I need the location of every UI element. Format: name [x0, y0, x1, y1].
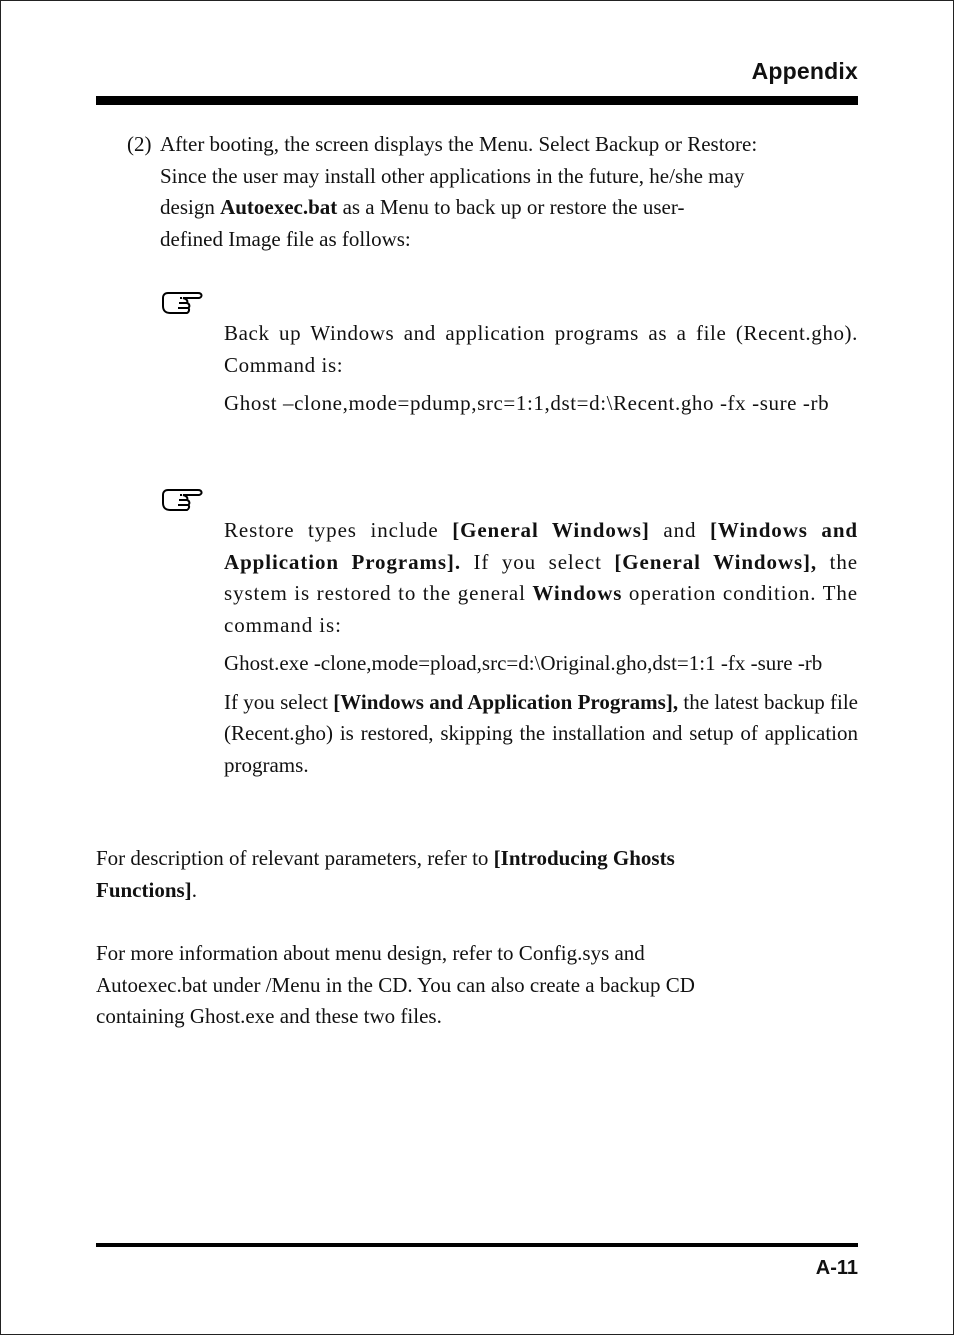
windows-and-apps-term: [Windows and Application Programs]. [224, 518, 858, 574]
header-rule [96, 96, 858, 105]
step-line: After booting, the screen displays the Menu. Select Backup or Restore: [160, 132, 758, 156]
parameters-note [96, 843, 858, 906]
step-number: (2) [127, 132, 152, 156]
windows-and-apps-term: [Windows and Application Programs], [333, 689, 679, 714]
step-item [127, 129, 858, 255]
more-info-line: For more information about menu design, refer to Config.sys and [96, 941, 645, 965]
page-number: A-11 [815, 1257, 858, 1279]
autoexec-term: Autoexec.bat [220, 195, 338, 219]
backup-description: Back up Windows and application programs as a file (Recent.gho). Command is: [224, 321, 858, 377]
backup-command: Ghost –clone,mode=pdump,src=1:1,dst=d:\Recent.gho -fx -sure -rb [224, 391, 830, 415]
footer-rule [96, 1243, 858, 1247]
backup-block [224, 318, 858, 420]
more-info-line: Autoexec.bat under /Menu in the CD. You can also create a backup CD [96, 972, 695, 997]
page-header-title: Appendix [751, 58, 858, 84]
step-line: design Autoexec.bat as a Menu to back up or restore the user- [160, 195, 685, 219]
pointing-hand-icon [160, 487, 206, 513]
windows-term: Windows [532, 581, 623, 605]
pointing-hand-icon [160, 290, 206, 316]
restore-command: Ghost.exe -clone,mode=pload,src=d:\Original.gho,dst=1:1 -fx -sure -rb [224, 651, 823, 675]
more-info-note [96, 938, 858, 1033]
more-info-line: containing Ghost.exe and these two files. [96, 1004, 442, 1028]
parameters-line: Functions]. [96, 877, 197, 902]
restore-description: Restore types include [General Windows] and [Windows and Application Programs]. If you select [General Windows], the system is restored to the general Windows operation condition. The command is: [224, 518, 859, 637]
introducing-ghosts-ref: [Introducing Ghosts [493, 846, 675, 870]
restore-block [224, 515, 858, 781]
restore-latest-note: If you select [Windows and Application Programs], the latest backup file (Recent.gho) is restored, skipping the installation and setup of application programs. [224, 689, 858, 777]
step-line: Since the user may install other applications in the future, he/she may [160, 163, 745, 188]
functions-ref: Functions] [96, 877, 192, 902]
step-body [160, 129, 858, 255]
parameters-line: For description of relevant parameters, refer to [Introducing Ghosts [96, 846, 675, 870]
step-line: defined Image file as follows: [160, 226, 411, 251]
general-windows-term: [General Windows], [614, 549, 818, 574]
general-windows-term: [General Windows] [452, 518, 650, 542]
